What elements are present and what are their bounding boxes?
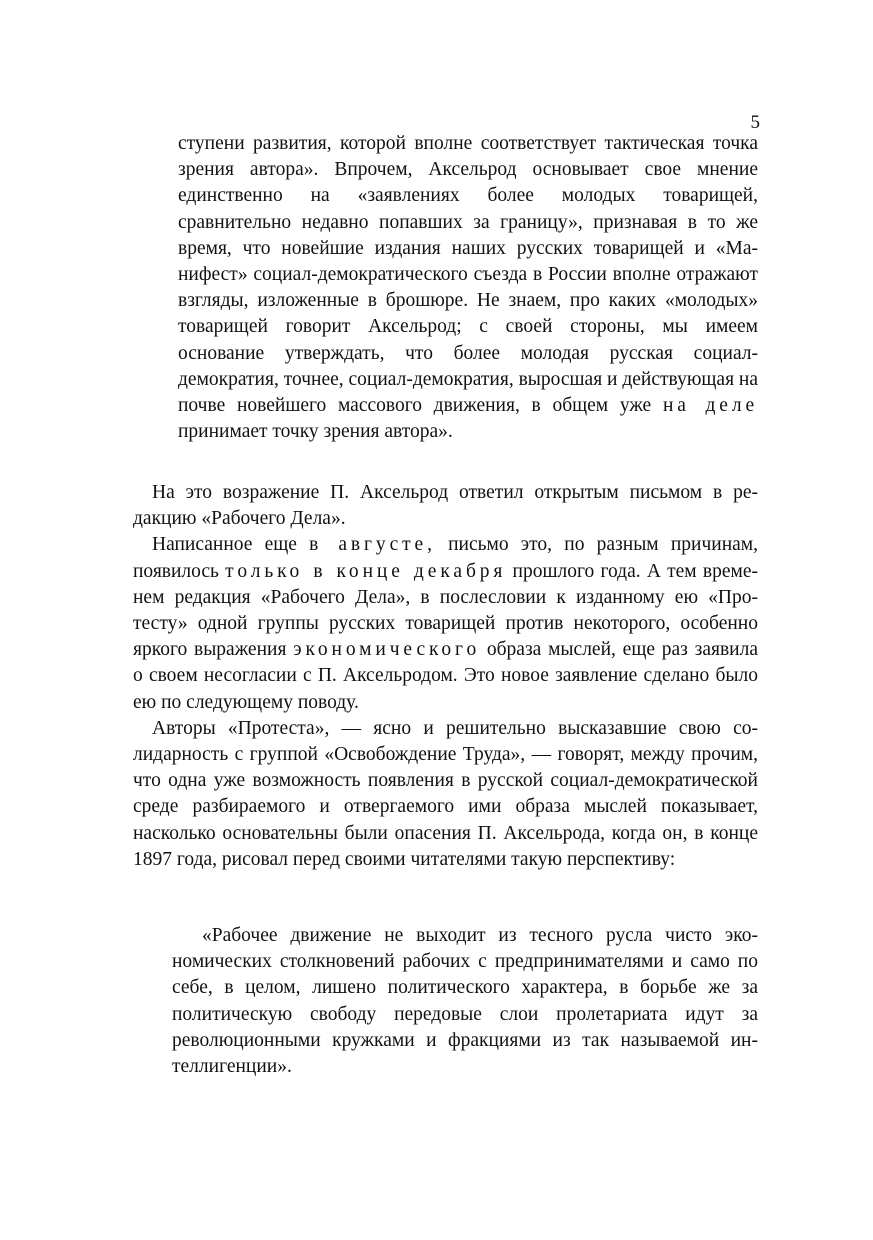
emphasis-na-dele: на деле bbox=[662, 395, 759, 417]
paragraph-open-letter: На это возражение П. Аксельрод ответил открытым письмом в редакцию «Рабочего Дела». bbox=[133, 482, 758, 530]
p2-text-a: Написанное еще bbox=[152, 534, 310, 556]
p2-text-d: образа мыслей, еще раз заявила о своем несогласии с П. Аксельродом. Это новое заявление сделано было ею по следующему поводу. bbox=[133, 639, 758, 713]
page-number: 5 bbox=[750, 112, 760, 133]
p2-text-c: прошлого года. А тем временем редакция «Рабочего Дела», в послесловии к изданному ею «Протесту» одной группы русских товарищей против некоторого, особенно яркого выражения bbox=[133, 560, 758, 661]
quote-block-workers-movement bbox=[172, 923, 758, 1080]
emphasis-economic: экономического bbox=[293, 639, 481, 661]
emphasis-in-august: в августе, bbox=[309, 534, 436, 556]
emphasis-end-of-december: только в конце декабря bbox=[225, 560, 507, 582]
quote-paragraph: «Рабочее движение не выходит из тесного русла чисто экономических столкновений рабочих с предпринимателями и само по себе, в целом, лишено политического характера, в борьбе же за политическую свободу передовые слои пролетариата идут за революционными кружками и фракциями из так называемой интеллигенции». bbox=[172, 925, 758, 1078]
quote-block-axelrod-opinion bbox=[178, 131, 758, 445]
paragraph-letter-delay bbox=[133, 532, 758, 715]
quote-text-part1: ступени развития, которой вполне соответствует тактическая точка зрения автора». Впрочем, Аксельрод основывает свое мнение единственно на «заявлениях более молодых товарищей, сравнительно недавно попавших за границу», признавая в то же время, что новейшие издания наших русских товарищей и «Манифест» социал-демократического съезда в России вполне отражают взгляды, изложенные в брошюре. Не знаем, про каких «молодых» товарищей говорит Аксельрод; с своей стороны, мы имеем основание утверждать, что более молодая русская социал-демократия, точнее, социал-демократия, выросшая и действующая на почве новейшего массового движения, в общем уже bbox=[178, 133, 759, 417]
p2-text-b: письмо это, по разным причинам, появилось bbox=[133, 534, 759, 582]
quote-text-part2: принимает точку зрения автора». bbox=[178, 421, 453, 443]
main-text bbox=[133, 480, 758, 873]
paragraph-protest-authors: Авторы «Протеста», — ясно и решительно высказавшие свою солидарность с группой «Освобождение Труда», — говорят, между прочим, что одна уже возможность появления в русской социал-демократической среде разбираемого и отвергаемого ими образа мыслей показывает, насколько основательны были опасения П. Аксельрода, когда он, в конце 1897 года, рисовал перед своими читателями такую перспективу: bbox=[133, 717, 758, 870]
quote-paragraph bbox=[178, 131, 758, 445]
